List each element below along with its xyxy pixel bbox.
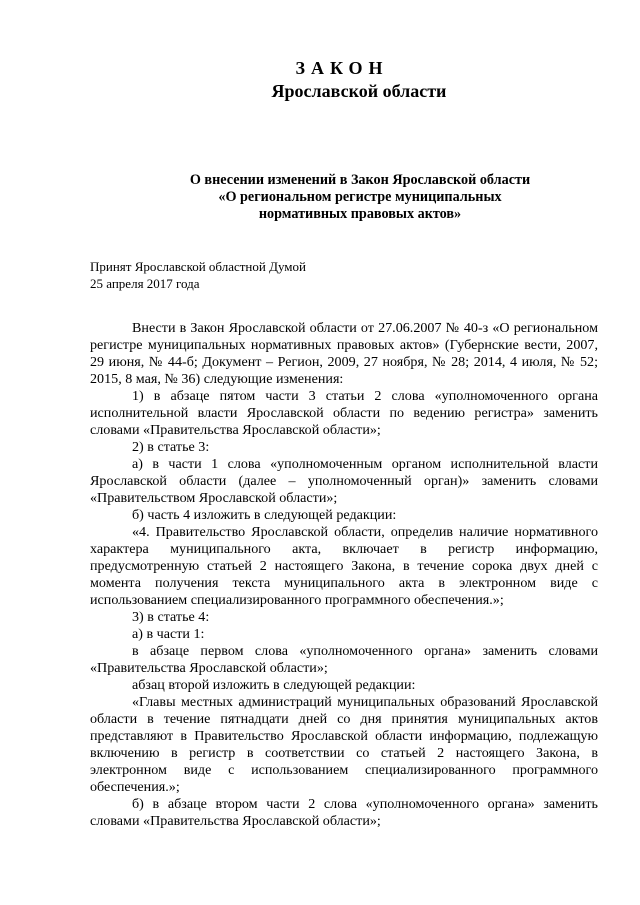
adoption-info [90, 258, 306, 292]
body-paragraph: а) в части 1: [132, 626, 205, 642]
body-paragraph: а) в части 1 слова «уполномоченным органом исполнительной власти Ярославской области (далее – уполномоченный орган)» заменить словами «Правительством Ярославской области»; [90, 456, 598, 506]
law-heading: ЗАКОН [295, 58, 389, 78]
body-paragraph: «Главы местных администраций муниципальных образований Ярославской области в течение пятнадцати дней со дня принятия муниципальных актов представляют в Правительство Ярославской области информацию, подлежащую включению в регистр в соответствии со статьей 2 настоящего Закона, в электронном виде с использованием специализированного программного обеспечения.»; [90, 694, 598, 795]
body-paragraph: б) в абзаце втором части 2 слова «уполномоченного органа» заменить словами «Правительства Ярославской области»; [90, 796, 598, 829]
adopted-date: 25 апреля 2017 года [90, 276, 200, 291]
law-region-heading: Ярославской области [271, 81, 447, 101]
body-paragraph: абзац второй изложить в следующей редакции: [132, 677, 416, 693]
subject-line: «О региональном регистре муниципальных [218, 189, 502, 205]
law-subject [160, 172, 560, 223]
body-paragraph: «4. Правительство Ярославской области, определив наличие нормативного характера муниципального акта, включает в регистр информацию, предусмотренную статьей 2 настоящего Закона, в течение сорока двух дней с момента получения текста муниципального акта в электронном виде с использованием специализированного программного обеспечения.»; [90, 524, 598, 608]
adopted-by: Принят Ярославской областной Думой [90, 259, 306, 274]
subject-line: нормативных правовых актов» [258, 206, 462, 222]
body-paragraph: б) часть 4 изложить в следующей редакции: [132, 507, 397, 523]
body-paragraph: Внести в Закон Ярославской области от 27.06.2007 № 40-з «О региональном регистре муниципальных нормативных правовых актов» (Губернские вести, 2007, 29 июня, № 44-б; Документ – Регион, 2009, 27 ноября, № 28; 2014, 4 июля, № 52; 2015, 8 мая, № 36) следующие изменения: [90, 320, 598, 387]
law-body [90, 320, 598, 830]
body-paragraph: в абзаце первом слова «уполномоченного органа» заменить словами «Правительства Ярославской области»; [90, 643, 598, 676]
body-paragraph: 3) в статье 4: [132, 609, 210, 625]
body-paragraph: 2) в статье 3: [132, 439, 210, 455]
subject-line: О внесении изменений в Закон Ярославской области [189, 172, 531, 188]
body-paragraph: 1) в абзаце пятом части 3 статьи 2 слова «уполномоченного органа исполнительной власти Ярославской области по ведению регистра» заменить словами «Правительства Ярославской области»; [90, 388, 598, 438]
